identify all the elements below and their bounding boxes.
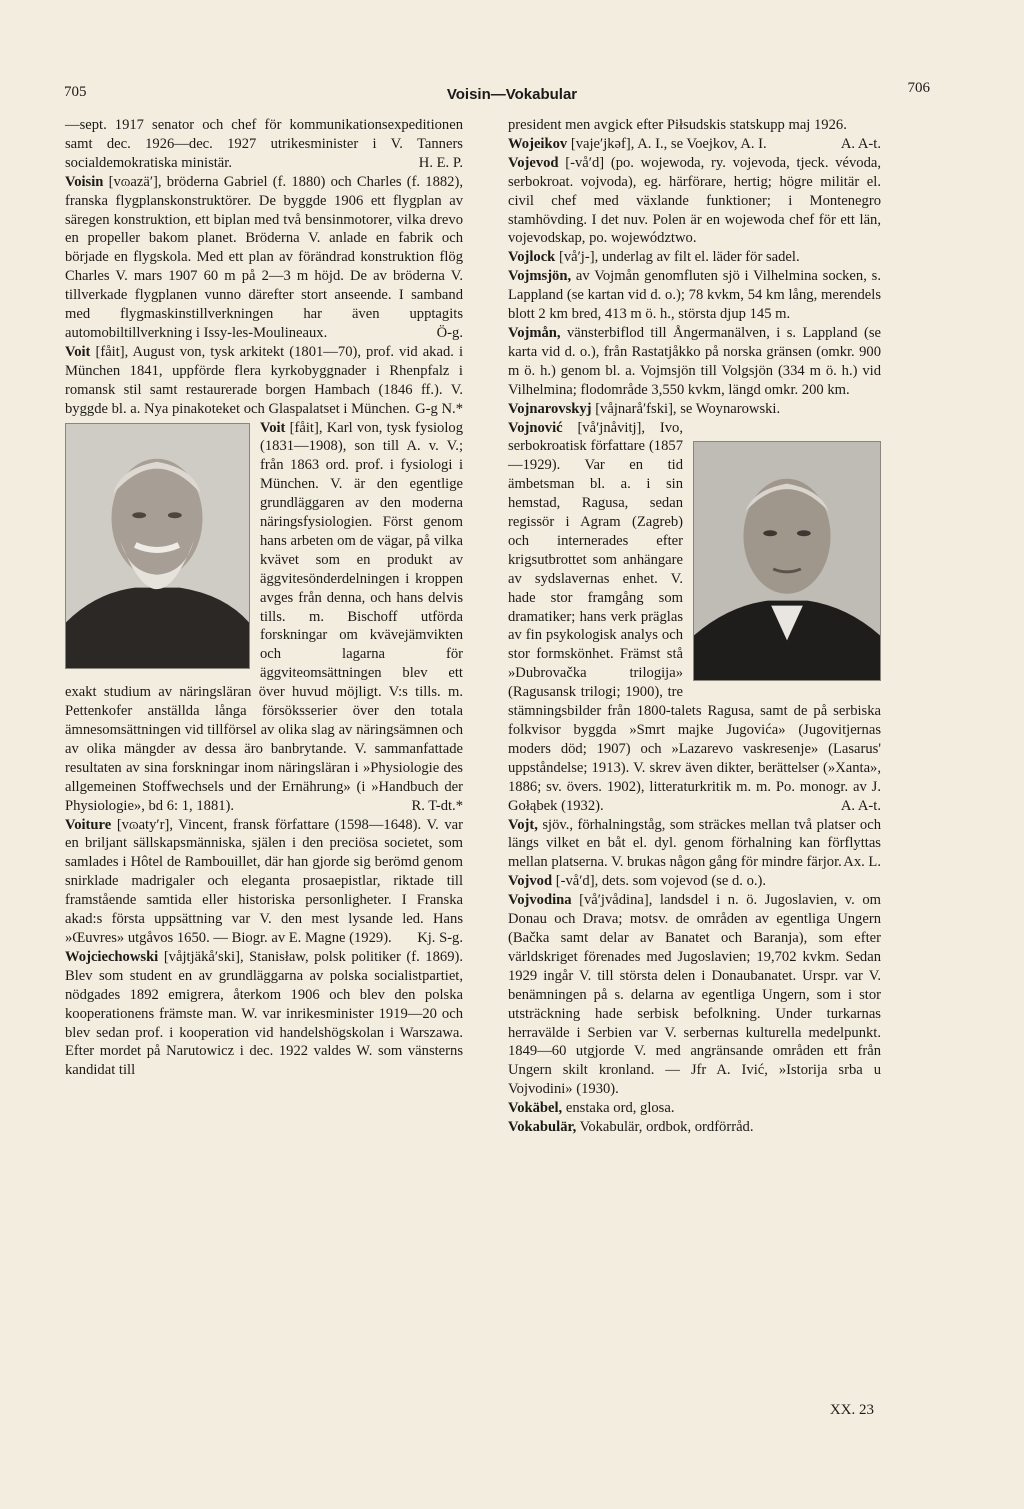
entry-text: —sept. 1917 senator och chef för kommunikationsexpeditionen samt dec. 1926—dec. 1927 utrikesminister i V. Tanners socialdemokratiska ministär. bbox=[65, 117, 463, 171]
running-title: Voisin—Vokabular bbox=[446, 86, 578, 103]
entry-vojnarovskyj bbox=[508, 400, 881, 419]
headword: Vojt, bbox=[508, 816, 538, 833]
entry-text: [fåit], Karl von, tysk fysiolog (1831—1908), son till A. v. V.; från 1863 ord. prof. i fysiologi i München. V. är den egentlige grundläggaren av den moderna näringsfysiologien. Först genom hans arbeten om de vägar, på vilka kvävet som en produkt av äggvitesönderdelningen i kroppen avges från denna, och hans delvis tills. m. Bischoff utförda forskningar om kvävejämvikten och lagarna för äggviteomsättningen blev ett exakt studium av näringsläran över huvud möjligt. V:s tills. m. Pettenkofer anställda långa försöksserier över den totala ämnesomsättningen vid tillförsel av olika slag av näringsämnen och av olika mängder av dessa äro banbrytande. V. sammanfattade resultaten av sina forskningar inom näringsläran i »Physiologie des allgemeinen Stoffwechsels und der Ernährung» (i »Handbuch der Physiologie», bd 6: 1, 1881). bbox=[65, 419, 463, 814]
author-signature: R. T-dt.* bbox=[411, 797, 463, 814]
entry-vojt bbox=[508, 816, 881, 873]
entry-voit-august bbox=[65, 343, 463, 419]
author-signature: G-g N.* bbox=[415, 400, 463, 417]
headword: Vojvod bbox=[508, 873, 553, 890]
headword: Vokäbel, bbox=[508, 1100, 563, 1117]
entry-text: [vå′jvådina], landsdel i n. ö. Jugoslavien, v. om Donau och Drava; motsv. de områden av egentliga Ungern (Bačka samt delar av Banatet och Baranja), som efter världskriget förenades med Jugoslavien; 19,702 kvkm. Sedan 1929 ingår V. till största delen i Donaubanatet. Urspr. var V. benämningen på s. delarna av egentliga Ungern, som i stor utsträckning hade serbisk befolkning. Under turkarnas herravälde i Serbien var V. serbernas kulturella medelpunkt. 1849—60 utgjorde V. med angränsande områden ett från Ungern skilt kronland. — Jfr A. Ivić, »Istorija srba u Vojvodini» (1930). bbox=[508, 892, 881, 1098]
entry-text: [vå′j-], underlag av filt el. läder för sadel. bbox=[558, 249, 800, 266]
author-signature: Ax. L. bbox=[843, 854, 881, 871]
entry-text: [vaje′jkəf], A. I., se Voejkov, A. I. bbox=[570, 135, 767, 152]
headword: Vojnović bbox=[508, 419, 563, 436]
entry-vojvod bbox=[508, 872, 881, 891]
entry-text: [-vå′d], dets. som vojevod (se d. o.). bbox=[555, 873, 767, 890]
left-page-number: 705 bbox=[64, 84, 87, 100]
headword: Vojmsjön, bbox=[508, 268, 572, 285]
headword: Vojlock bbox=[508, 249, 556, 266]
entry-text: sjöv., förhalningståg, som sträckes mellan två platser och längs vilket en båt el. dyl. genom förhalning kan förflyttas mellan platserna. V. brukas någon gång för mindre färjor. bbox=[508, 816, 881, 871]
entry-text: [vå′jnåvitj], Ivo, serbokroatisk författare (1857—1929). Var en tid ämbetsman bl. a. i sin hemstad, Ragusa, sedan regissör i Agram (Zagreb) och internerades efter krigsutbrottet som anhängare av sydslavernas enhet. V. hade stor framgång som dramatiker; hans verk präglas av fin psykologisk analys och stor formskönhet. Främst stå »Dubrovačka trilogija» (Ragusansk trilogi; 1900), tre stämningsbilder från 1800-talets Ragusa, samt de på serbiska folkvisor byggda »Smrt majke Jugovića» (Jugovitjernas moders död; 1907) och »Lazarevo vaskresenje» (Lasarus' uppståndelse; 1913). V. skrev även dikter, berättelser (»Xanta», 1886; sv. övers. 1902), litteraturkritik m. m. Po. monogr. av J. Gołąbek (1932). bbox=[508, 419, 881, 814]
entry-text: [våjnarå′fski], se Woynarowski. bbox=[595, 400, 781, 417]
entry-vokabular bbox=[508, 1118, 881, 1137]
entry-text: av Vojmån genomfluten sjö i Vilhelmina socken, s. Lappland (se kartan vid d. o.); 78 kvkm, 54 km lång, merendels blott 2 km bred, 413 m ö. h., största djup 145 m. bbox=[508, 268, 881, 323]
author-signature: A. A-t. bbox=[840, 797, 881, 814]
entry-wojeikov bbox=[508, 135, 881, 154]
entry-vojmsjon bbox=[508, 267, 881, 324]
right-column bbox=[508, 116, 881, 1137]
headword: Voisin bbox=[65, 173, 104, 190]
entry-wojciechowski bbox=[65, 948, 463, 1080]
entry-text: president men avgick efter Piłsudskis statskupp maj 1926. bbox=[508, 117, 847, 133]
entry-vokabel bbox=[508, 1099, 881, 1118]
headword: Vokabulär, bbox=[508, 1119, 577, 1136]
left-column bbox=[65, 116, 463, 1080]
headword: Voit bbox=[260, 419, 286, 436]
headword: Voiture bbox=[65, 816, 112, 833]
portrait-photo-ivo-vojnovic bbox=[693, 441, 881, 681]
entry-voit-karl bbox=[65, 419, 463, 816]
entry-text: vänsterbiflod till Ångermanälven, i s. Lappland (se karta vid d. o.), från Rastatjåkko på norska gränsen (omkr. 900 m ö. h.) genom bl. a. Vojmsjön till Volgsjön (334 m ö. h.) vid Vilhelmina; flodområde 3,550 kvkm, längd omkr. 200 km. bbox=[508, 324, 881, 398]
entry-text: Vokabulär, ordbok, ordförråd. bbox=[579, 1119, 754, 1136]
headword: Vojnarovskyj bbox=[508, 400, 592, 417]
signature-mark: XX. 23 bbox=[829, 1402, 874, 1418]
author-signature: H. E. P. bbox=[418, 154, 463, 171]
entry-voiture bbox=[65, 816, 463, 948]
entry-text: [vɷazä′], bröderna Gabriel (f. 1880) och Charles (f. 1882), franska flygplanskonstruktörer. De byggde 1906 ett flygplan av säregen konstruktion, ett biplan med två bensinmotorer, vilka drevo en propeller bakom planet. Bröderna V. anlade en fabrik och började en flygskola. Med ett plan av förändrad konstruktion flög Charles V. mars 1907 60 m på 2—3 m höjd. De av bröderna V. tillverkade flygplanen vunno därefter stort anseende. I samband med flygmaskinstillverkningen har även upptagits automobiltillverkning i Issy-les-Moulineaux. bbox=[65, 173, 463, 341]
author-signature: Kj. S-g. bbox=[417, 929, 463, 946]
entry-text: [-vå′d] (po. wojewoda, ry. vojevoda, tjeck. vévoda, serbokroat. vojvoda), eg. härförare, hertig; högre militär el. civil chef med växlande funktioner; i Montenegro stamhövding. I det nuv. Polen är en wojewoda chef för ett län, vojevodskap, po. województwo. bbox=[508, 154, 881, 247]
entry-continuation bbox=[65, 116, 463, 173]
entry-text: [våjtjäkå′ski], Stanisław, polsk politiker (f. 1869). Blev som student en av grundläggarna av polska socialistpartiet, nödgades 1892 emigrera, återkom 1906 och blev den polska kooperationens främste man. W. var inrikesminister 1919—20 och blev sedan prof. i kooperation vid handelshögskolan i Warszawa. Efter mordet på Narutowicz i dec. 1922 valdes W. som vänsterns kandidat till bbox=[65, 948, 464, 1079]
headword: Vojmån, bbox=[508, 324, 561, 341]
entry-vojman bbox=[508, 324, 881, 400]
portrait-photo-karl-von-voit bbox=[65, 423, 250, 669]
entry-vojlock bbox=[508, 248, 881, 267]
headword: Wojciechowski bbox=[65, 948, 159, 965]
entry-voisin bbox=[65, 173, 463, 343]
right-page-number: 706 bbox=[907, 80, 930, 96]
entry-text: enstaka ord, glosa. bbox=[565, 1100, 675, 1117]
author-signature: A. A-t. bbox=[840, 135, 881, 152]
entry-vojevod bbox=[508, 154, 881, 249]
author-signature: Ö-g. bbox=[436, 324, 463, 341]
entry-text: [vɷaty′r], Vincent, fransk författare (1598—1648). V. var en briljant sällskapsmänniska, själen i den preciösa societet, som samlades i Hôtel de Rambouillet, där han gjorde sig berömd genom snirklade madrigaler och eleganta prosaepistlar, riktade till framstående samtida eller historiska personligheter. I Franska akad:s första uppsättning var V. den mest lysande led. Hans »Œuvres» utgåvos 1650. — Biogr. av E. Magne (1929). bbox=[65, 816, 463, 946]
entry-vojvodina bbox=[508, 891, 881, 1099]
entry-text: [fåit], August von, tysk arkitekt (1801—70), prof. vid akad. i München 1841, uppförde flera kyrkobyggnader i Rhenpfalz i romansk stil samt restaurerade borgen Hambach (1846 ff.). V. byggde bl. a. Nya pinakoteket och Glaspalatset i München. bbox=[65, 343, 463, 417]
headword: Voit bbox=[65, 343, 91, 360]
headword: Vojevod bbox=[508, 154, 559, 171]
headword: Wojeikov bbox=[508, 135, 568, 152]
headword: Vojvodina bbox=[508, 892, 572, 909]
entry-vojnovic bbox=[508, 419, 881, 816]
